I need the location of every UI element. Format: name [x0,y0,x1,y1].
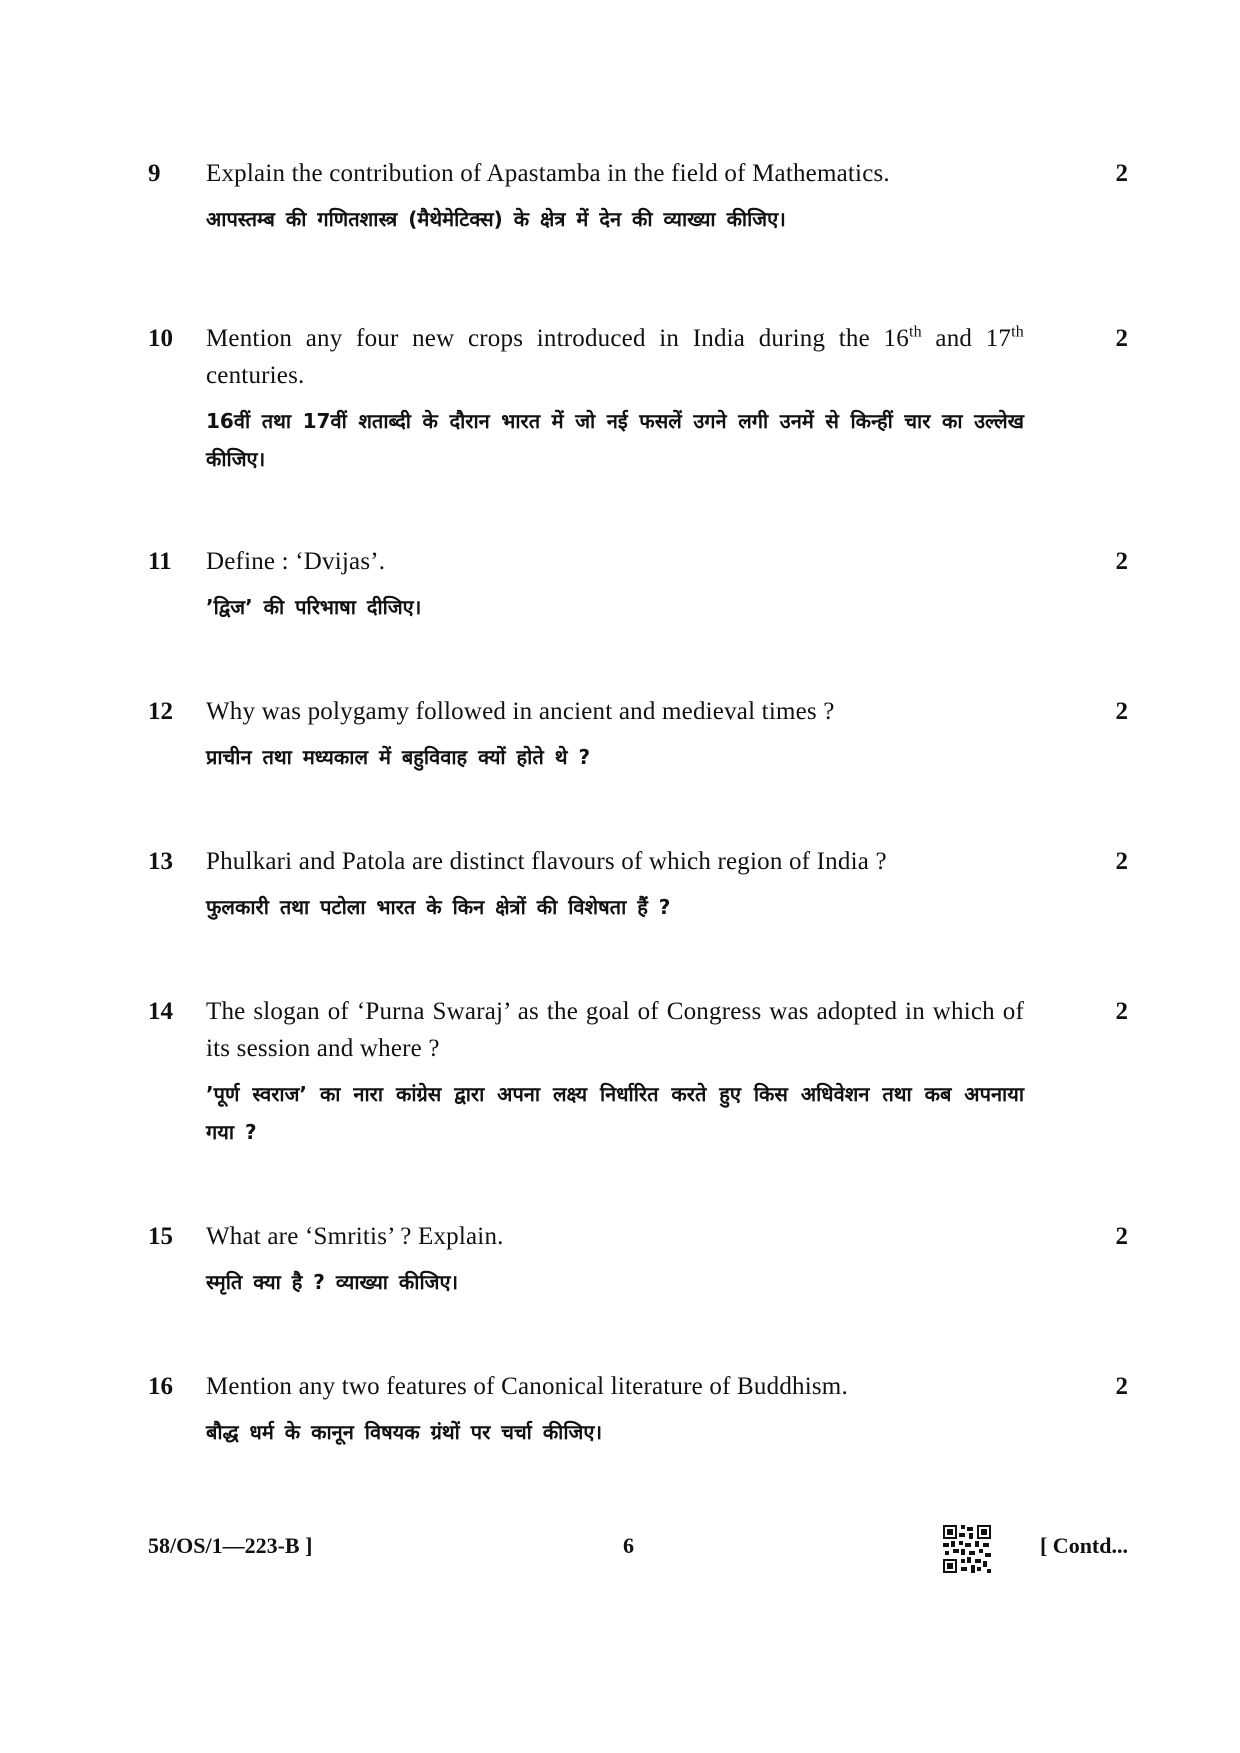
page-footer [148,1525,1128,1573]
question-number: 16 [148,1373,173,1400]
question-marks: 2 [1115,848,1128,875]
question-number: 13 [148,848,173,875]
question-text-part: centuries. [206,362,305,389]
question-text-english: Define : ‘Dvijas’. [206,548,386,575]
question-body [206,1368,1024,1451]
question-number: 14 [148,998,173,1025]
question-body [206,693,1024,776]
question-body [206,993,1024,1151]
question-text-english: Explain the contribution of Apastamba in the field of Mathematics. [206,160,890,187]
question-marks: 2 [1115,998,1128,1025]
question-marks: 2 [1115,1373,1128,1400]
qr-code-icon [943,1525,991,1573]
question-marks: 2 [1115,698,1128,725]
question-text-part: Mention any four new crops introduced in India during the 16 [206,325,909,352]
question-text-english: The slogan of ‘Purna Swaraj’ as the goal of Congress was adopted in which of its session and where ? [206,998,1024,1062]
page-number: 6 [623,1533,634,1558]
question-number: 15 [148,1223,173,1250]
question-number: 9 [148,160,161,187]
continued-label: [ Contd... [1039,1533,1128,1558]
question-text-english [206,320,1024,394]
question-text-english: Mention any two features of Canonical literature of Buddhism. [206,1373,848,1400]
question-body [206,843,1024,926]
question-text-hindi: प्राचीन तथा मध्यकाल में बहुविवाह क्यों होते थे ? [206,745,591,769]
question-body [206,155,1024,238]
question-text-hindi: 16वीं तथा 17वीं शताब्दी के दौरान भारत में जो नई फसलें उगने लगी उनमें से किन्हीं चार का उल्लेख कीजिए। [206,409,1024,471]
question-text-hindi: ’द्विज’ की परिभाषा दीजिए। [206,595,422,619]
question-text-hindi: फुलकारी तथा पटोला भारत के किन क्षेत्रों की विशेषता हैं ? [206,895,671,919]
question-marks: 2 [1115,1223,1128,1250]
question-body [206,1218,1024,1301]
superscript: th [1011,323,1024,341]
question-marks: 2 [1115,325,1128,352]
question-number: 10 [148,325,173,352]
question-text-part: and 17 [921,325,1012,352]
question-marks: 2 [1115,548,1128,575]
question-text-english: What are ‘Smritis’ ? Explain. [206,1223,504,1250]
question-marks: 2 [1115,160,1128,187]
question-body [206,320,1024,478]
question-text-english: Why was polygamy followed in ancient and medieval times ? [206,698,835,725]
question-text-hindi: आपस्तम्ब की गणितशास्त्र (मैथेमेटिक्स) के क्षेत्र में देन की व्याख्या कीजिए। [206,207,786,231]
question-number: 11 [148,548,172,575]
question-body [206,543,1024,626]
question-number: 12 [148,698,173,725]
question-text-english: Phulkari and Patola are distinct flavours of which region of India ? [206,848,887,875]
superscript: th [908,323,922,341]
question-text-hindi: ’पूर्ण स्वराज’ का नारा कांग्रेस द्वारा अपना लक्ष्य निर्धारित करते हुए किस अधिवेशन तथा कब अपनाया गया ? [206,1082,1024,1144]
question-text-hindi: स्मृति क्या है ? व्याख्या कीजिए। [206,1270,459,1294]
paper-code: 58/OS/1—223-B ] [148,1533,313,1558]
question-text-hindi: बौद्ध धर्म के कानून विषयक ग्रंथों पर चर्चा कीजिए। [206,1420,603,1444]
